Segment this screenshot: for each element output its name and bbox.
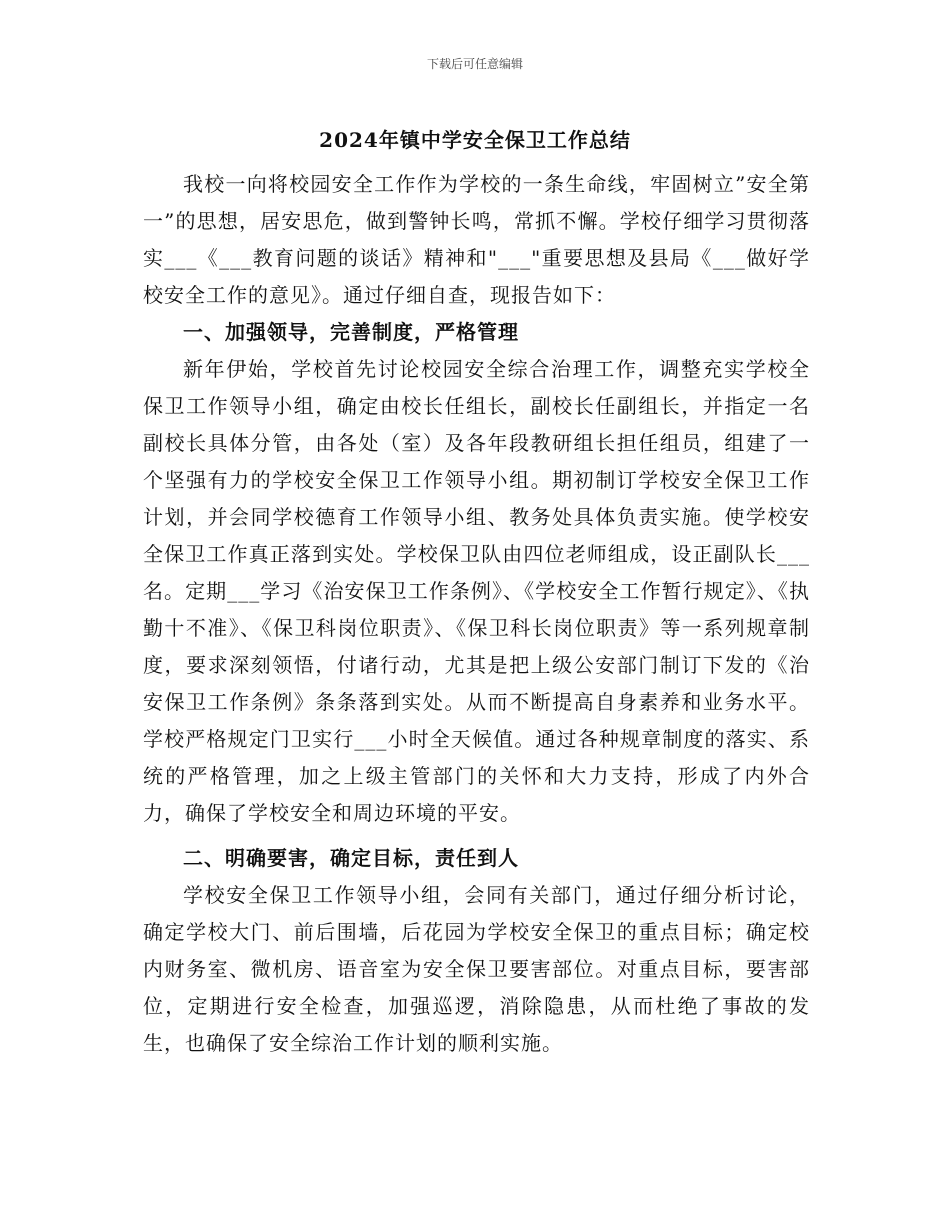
page-header-note: 下载后可任意编辑 (426, 57, 523, 71)
document-title: 2024年镇中学安全保卫工作总结 (319, 128, 631, 152)
document-body (143, 166, 810, 1062)
section-1-heading: 一、加强领导，完善制度，严格管理 (183, 320, 519, 344)
section-gap (143, 832, 810, 840)
section-2-heading: 二、明确要害，确定目标，责任到人 (183, 846, 519, 870)
intro-paragraph: 我校一向将校园安全工作作为学校的一条生命线，牢固树立”安全第一”的思想，居安思危，做到警钟长鸣，常抓不懈。学校仔细学习贯彻落实___《___教育问题的谈话》精神和"___"重要思想及县局《___做好学校安全工作的意见》。通过仔细自查，现报告如下： (143, 172, 810, 307)
section-2-paragraph: 学校安全保卫工作领导小组，会同有关部门，通过仔细分析讨论，确定学校大门、前后围墙，后花园为学校安全保卫的重点目标；确定校内财务室、微机房、语音室为安全保卫要害部位。对重点目标，要害部位，定期进行安全检查，加强巡逻，消除隐患，从而杜绝了事故的发生，也确保了安全综治工作计划的顺利实施。 (143, 883, 810, 1055)
section-1-paragraph: 新年伊始，学校首先讨论校园安全综合治理工作，调整充实学校全保卫工作领导小组，确定由校长任组长，副校长任副组长，并指定一名副校长具体分管，由各处（室）及各年段教研组长担任组员，组建了一个坚强有力的学校安全保卫工作领导小组。期初制订学校安全保卫工作计划，并会同学校德育工作领导小组、教务处具体负责实施。使学校安全保卫工作真正落到实处。学校保卫队由四位老师组成，设正副队长___名。定期___学习《治安保卫工作条例》、《学校安全工作暂行规定》、《执勤十不准》、《保卫科岗位职责》、《保卫科长岗位职责》等一系列规章制度，要求深刻领悟，付诸行动，尤其是把上级公安部门制订下发的《治安保卫工作条例》条条落到实处。从而不断提高自身素养和业务水平。学校严格规定门卫实行___小时全天候值。通过各种规章制度的落实、系统的严格管理，加之上级主管部门的关怀和大力支持，形成了内外合力，确保了学校安全和周边环境的平安。 (143, 357, 810, 825)
